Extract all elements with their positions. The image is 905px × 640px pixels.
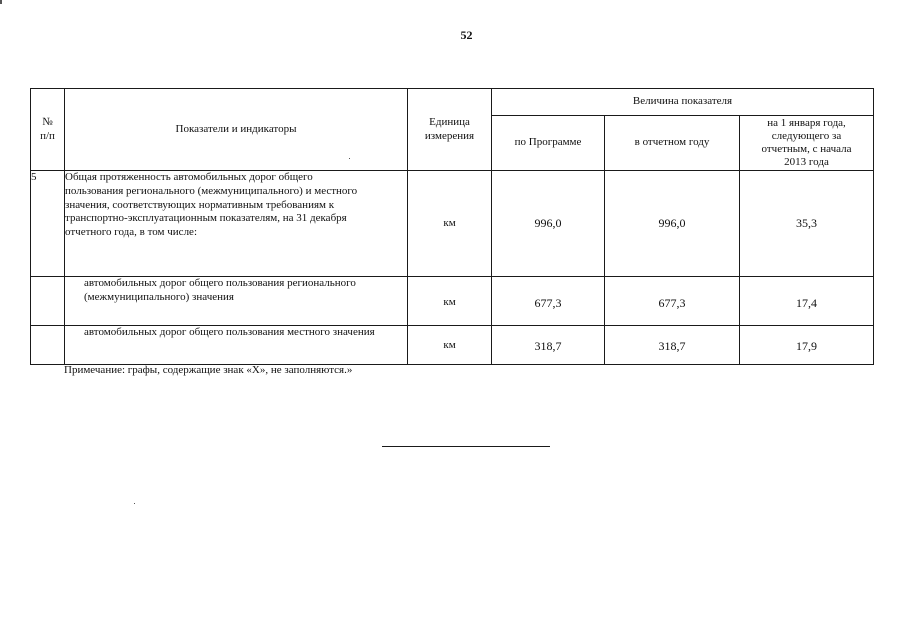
page-number: 52 (460, 28, 473, 42)
scan-speck (0, 0, 2, 4)
header-reporting-year-label: в отчетном году (634, 136, 710, 149)
scan-speck (134, 503, 135, 504)
header-program (492, 116, 605, 171)
row-num (31, 277, 65, 326)
row-unit: км (408, 277, 492, 326)
row-program-value: 996,0 (492, 171, 605, 277)
signature-line (382, 446, 550, 447)
table-note: Примечание: графы, содержащие знак «Х», не заполняются.» (64, 364, 353, 376)
indicators-table (30, 88, 874, 365)
row-reporting-year-value: 996,0 (605, 171, 740, 277)
row-indicator (65, 277, 408, 326)
header-value-group (492, 89, 874, 116)
table-row (31, 171, 874, 277)
row-indicator-text: Общая протяженность автомобильных дорог общего пользования регионального (межмуниципального) и местного значения, соответствующих нормативным требованиям к транспортно-эксплуатационным показателям, на 31 декабря отчетного года, в том числе: (65, 171, 358, 238)
header-unit (408, 89, 492, 171)
header-indicator (65, 89, 408, 171)
header-reporting-year (605, 116, 740, 171)
row-jan1-value: 35,3 (740, 171, 874, 277)
header-jan1-label: на 1 января года, следующего за отчетным, с начала 2013 года (761, 116, 852, 169)
row-unit: км (408, 326, 492, 365)
row-indicator-text: автомобильных дорог общего пользования местного значения (84, 326, 375, 338)
row-program-value: 318,7 (492, 326, 605, 365)
row-num: 5 (31, 171, 65, 277)
header-program-label: по Программе (514, 136, 582, 149)
header-jan1 (740, 116, 874, 171)
row-program-value: 677,3 (492, 277, 605, 326)
header-value-group-label: Величина показателя (632, 95, 733, 108)
row-jan1-value: 17,4 (740, 277, 874, 326)
row-indicator (65, 171, 408, 277)
header-unit-label: Единица измерения (424, 115, 475, 142)
scan-speck (349, 158, 350, 159)
row-jan1-value: 17,9 (740, 326, 874, 365)
row-indicator-text: автомобильных дорог общего пользования регионального (межмуниципального) значения (84, 277, 356, 303)
table-row (31, 326, 874, 365)
table-row (31, 277, 874, 326)
header-indicator-label: Показатели и индикаторы (175, 122, 297, 135)
row-reporting-year-value: 318,7 (605, 326, 740, 365)
header-num (31, 89, 65, 171)
header-num-label: № п/п (40, 115, 55, 142)
row-reporting-year-value: 677,3 (605, 277, 740, 326)
row-unit: км (408, 171, 492, 277)
row-indicator (65, 326, 408, 365)
row-num (31, 326, 65, 365)
